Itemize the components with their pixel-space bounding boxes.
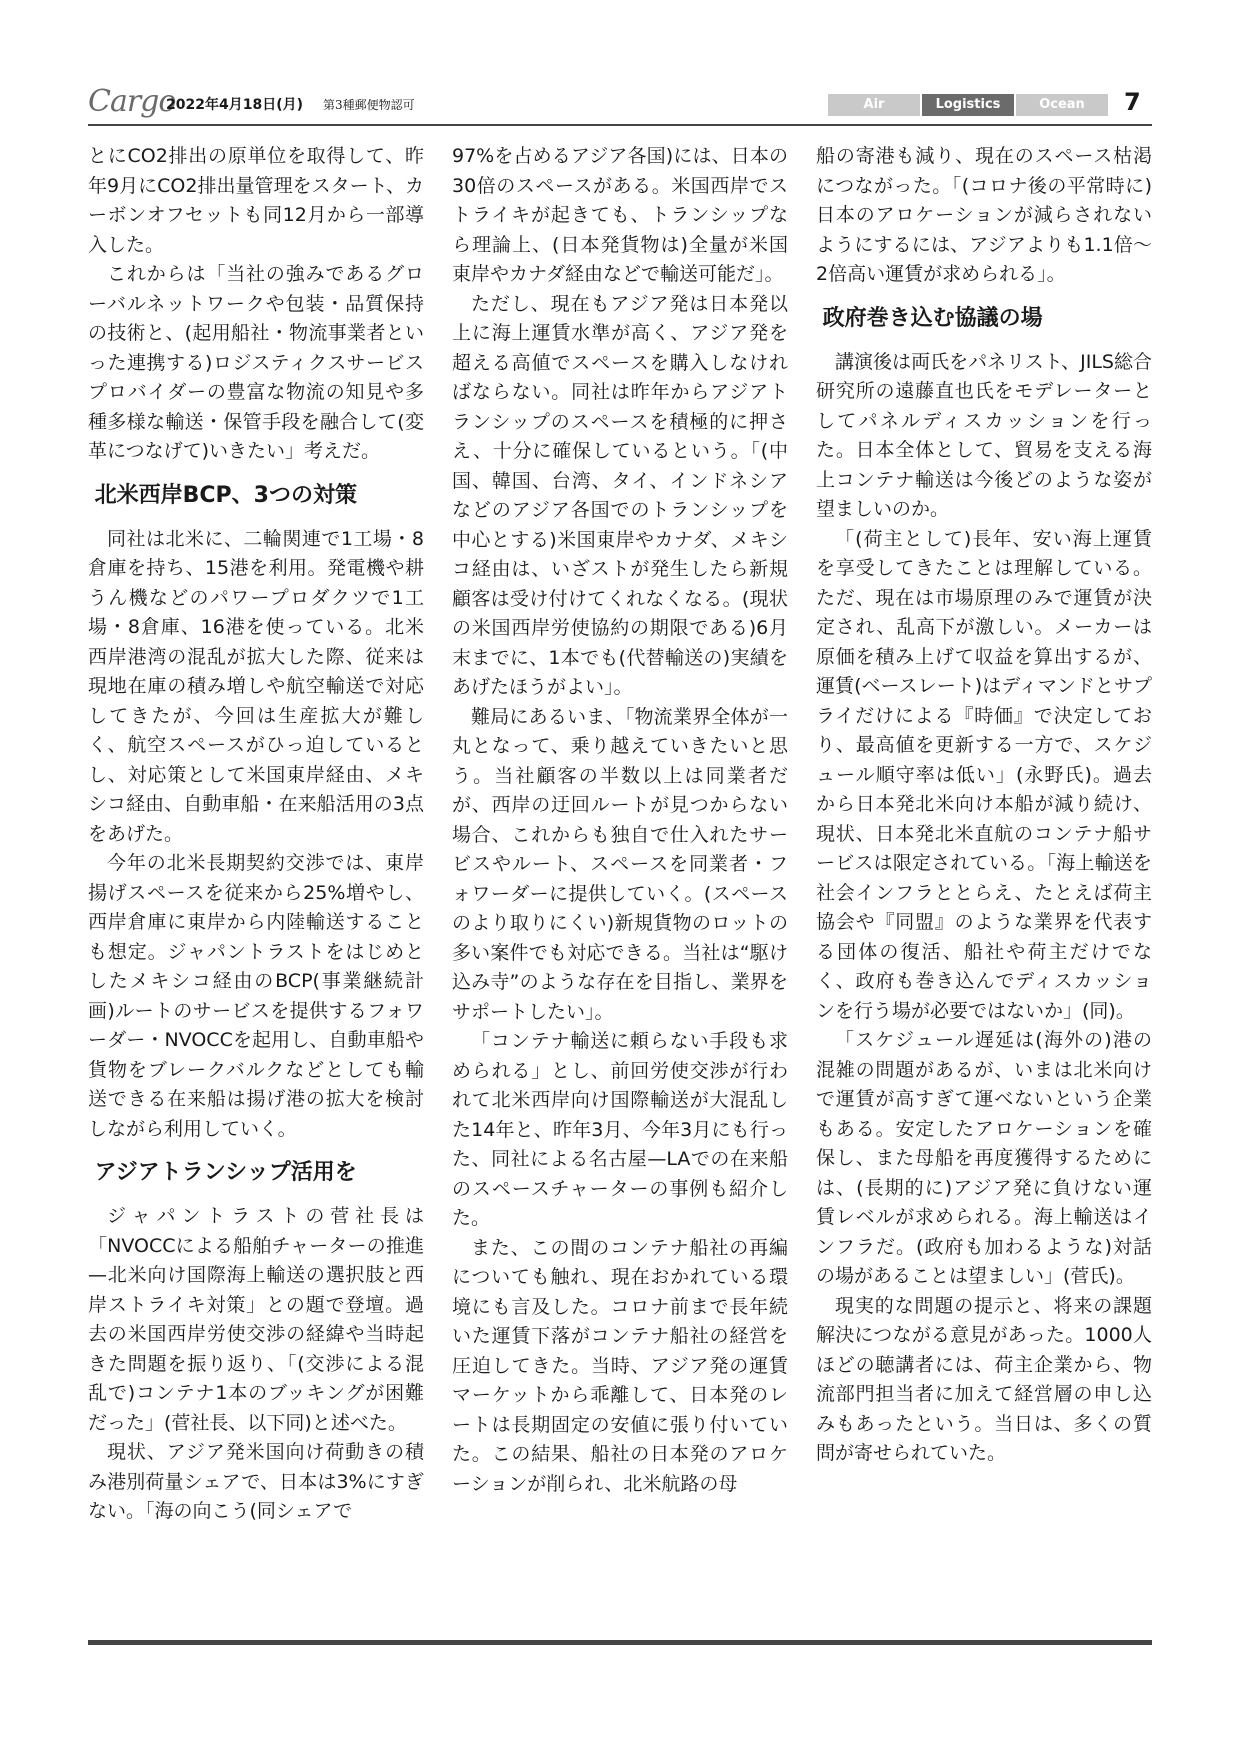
postal-permit: 第3種郵便物認可	[323, 98, 415, 112]
section-heading: 北米西岸BCP、3つの対策	[94, 482, 357, 508]
cargo-logo: Cargo	[88, 84, 176, 119]
section-heading: 政府巻き込む協議の場	[822, 305, 1043, 331]
paragraph: 船の寄港も減り、現在のスペース枯渇につながった。「(コロナ後の平常時に)日本のアロケーションが減らされないようにするには、アジアよりも1.1倍〜2倍高い運賃が求められる」。	[816, 145, 1152, 285]
paragraph: これからは「当社の強みであるグローバルネットワークや包装・品質保持の技術と、(起用船社・物流事業者といった連携する)ロジスティクスサービスプロバイダーの豊富な物流の知見や多種多様な輸送・保管手段を融合して(変革につなげて)いきたい」考えだ。	[88, 263, 424, 462]
issue-date: 2022年4月18日(月)	[166, 97, 303, 113]
page-header	[88, 86, 1152, 122]
paragraph: 97%を占めるアジア各国)には、日本の30倍のスペースがある。米国西岸でストライキが起きても、トランシップなら理論上、(日本発貨物は)全量が米国東岸やカナダ経由などで輸送可能だ」。	[452, 145, 788, 285]
tab-ocean: Ocean	[1016, 94, 1108, 116]
tab-logistics: Logistics	[922, 94, 1014, 116]
footer-divider	[88, 1640, 1152, 1645]
paragraph: とにCO2排出の原単位を取得して、昨年9月にCO2排出量管理をスタート、カーボンオフセットも同12月から一部導入した。	[88, 145, 424, 256]
paragraph: ただし、現在もアジア発は日本発以上に海上運賃水準が高く、アジア発を超える高値でスペースを購入しなければならない。同社は昨年からアジアトランシップのスペースを積極的に押さえ、十分に確保しているという。「(中国、韓国、台湾、タイ、インドネシアなどのアジア各国でのトランシップを中心とする)米国東岸やカナダ、メキシコ経由は、いざストが発生したら新規顧客は受け付けてくれなくなる。(現状の米国西岸労使協約の期限である)6月末までに、1本でも(代替輸送の)実績をあげたほうがよい」。	[452, 292, 788, 698]
paragraph: 「コンテナ輸送に頼らない手段も求められる」とし、前回労使交渉が行われて北米西岸向け国際輸送が大混乱した14年と、昨年3月、今年3月にも行った、同社による名古屋—LAでの在来船のスペースチャーターの事例も紹介した。	[452, 1030, 788, 1229]
paragraph: 今年の北米長期契約交渉では、東岸揚げスペースを従来から25%増やし、西岸倉庫に東岸から内陸輸送することも想定。ジャパントラストをはじめとしたメキシコ経由のBCP(事業継続計画)ルートのサービスを提供するフォワーダー・NVOCCを起用し、自動車船や貨物をブレークバルクなどとしても輸送できる在来船は揚げ港の拡大を検討しながら利用していく。	[88, 852, 424, 1140]
article-column-2	[452, 142, 788, 1499]
paragraph: 現実的な問題の提示と、将来の課題解決につながる意見があった。1000人ほどの聴講者には、荷主企業から、物流部門担当者に加えて経営層の申し込みもあったという。当日は、多くの質問が寄せられていた。	[816, 1294, 1152, 1464]
paragraph: 「(荷主として)長年、安い海上運賃を享受してきたことは理解している。ただ、現在は市場原理のみで運賃が決定され、乱高下が激しい。メーカーは原価を積み上げて収益を算出するが、運賃(ベースレート)はディマンドとサプライだけによる『時価』で決定しており、最高値を更新する一方で、スケジュール順守率は低い」(永野氏)。過去から日本発北米向け本船が減り続け、現状、日本発北米直航のコンテナ船サービスは限定されている。「海上輸送を社会インフラととらえ、たとえば荷主協会や『同盟』のような業界を代表する団体の復活、船社や荷主だけでなく、政府も巻き込んでディスカッションを行う場が必要ではないか」(同)。	[816, 527, 1152, 1022]
page-number: 7	[1124, 88, 1141, 116]
header-divider	[88, 124, 1152, 126]
article-column-3	[816, 142, 1152, 1469]
paragraph: 難局にあるいま、「物流業界全体が一丸となって、乗り越えていきたいと思う。当社顧客の半数以上は同業者だが、西岸の迂回ルートが見つからない場合、これからも独自で仕入れたサービスやルート、スペースを同業者・フォワーダーに提供していく。(スペースのより取りにくい)新規貨物のロットの多い案件でも対応できる。当社は“駆け込み寺”のような存在を目指し、業界をサポートしたい」。	[452, 705, 788, 1023]
paragraph: 現状、アジア発米国向け荷動きの積み港別荷量シェアで、日本は3%にすぎない。「海の向こう(同シェアで	[88, 1441, 424, 1522]
tab-air: Air	[828, 94, 920, 116]
paragraph: ジャパントラストの菅社長は「NVOCCによる船舶チャーターの推進—北米向け国際海上輸送の選択肢と西岸ストライキ対策」との題で登壇。過去の米国西岸労使交渉の経緯や当時起きた問題を振り返り、「(交渉による混乱で)コンテナ1本のブッキングが困難だった」(菅社長、以下同)と述べた。	[88, 1205, 424, 1434]
paragraph: 「スケジュール遅延は(海外の)港の混雑の問題があるが、いまは北米向けで運賃が高すぎて運べないという企業もある。安定したアロケーションを確保し、また母船を再度獲得するためには、(長期的に)アジア発に負けない運賃レベルが求められる。海上輸送はインフラだ。(政府も加わるような)対話の場があることは望ましい」(菅氏)。	[816, 1029, 1152, 1287]
section-heading: アジアトランシップ活用を	[94, 1160, 357, 1185]
article-column-1	[88, 142, 424, 1527]
paragraph: また、この間のコンテナ船社の再編についても触れ、現在おかれている環境にも言及した。コロナ前まで長年続いた運賃下落がコンテナ船社の経営を圧迫してきた。当時、アジア発の運賃マーケットから乖離して、日本発のレートは長期固定の安値に張り付いていた。この結果、船社の日本発のアロケーションが削られ、北米航路の母	[452, 1236, 788, 1495]
paragraph: 講演後は両氏をパネリスト、JILS総合研究所の遠藤直也氏をモデレーターとしてパネルディスカッションを行った。日本全体として、貿易を支える海上コンテナ輸送は今後どのような姿が望ましいのか。	[816, 350, 1152, 520]
paragraph: 同社は北米に、二輪関連で1工場・8倉庫を持ち、15港を利用。発電機や耕うん機などのパワープロダクツで1工場・8倉庫、16港を使っている。北米西岸港湾の混乱が拡大した際、従来は現地在庫の積み増しや航空輸送で対応してきたが、今回は生産拡大が難しく、航空スペースがひっ迫しているとし、対応策として米国東岸経由、メキシコ経由、自動車船・在来船活用の3点をあげた。	[88, 527, 424, 845]
